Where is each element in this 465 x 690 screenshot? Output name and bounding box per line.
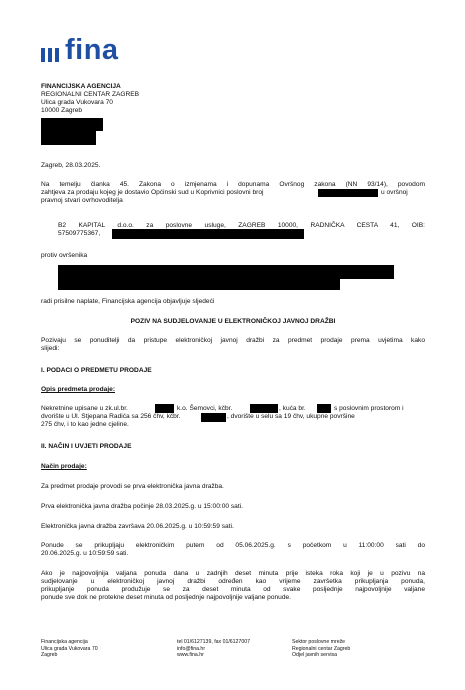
redaction-block [201,413,226,422]
property-line-2a: dvorište u Ul. Stjepana Radića sa 256 čhv, kčbr. [41,413,181,420]
footer-line: Zagreb [41,652,58,659]
auction-end: Elektronička javna dražba završava 20.06.2025.g. u 10:59:59 sati. [41,523,234,530]
redaction-block [58,279,340,290]
sale-method: Za predmet prodaje provodi se prva elektronička javna dražba. [41,483,224,490]
footer-phone: tel 01/6127139, fax 01/6127007 [177,639,250,645]
redaction-block [250,404,278,413]
property-line-2b: , dvorište u selu sa 19 čhv, ukupne površine [227,413,355,420]
redaction-block [41,118,103,131]
document-date: Zagreb, 28.03.2025. [41,162,101,169]
redaction-block [318,189,378,197]
redaction-block [155,404,174,413]
offers-line-2: 20.06.2025.g. u 10:59:59 sati. [41,550,129,557]
section-1-heading: I. PODACI O PREDMETU PRODAJE [41,367,152,374]
footer-line: Odjel javnih servisa [292,652,337,659]
property-line-1d: s poslovnim prostorom i [334,405,404,412]
property-line-1a: Nekretnine upisane u zk.ul.br. [41,405,128,412]
purpose-line: radi prisilne naplate, Financijska agencija objavljuje sljedeći [41,298,215,305]
sender-center: REGIONALNI CENTAR ZAGREB [41,91,140,98]
footer-website[interactable]: www.fina.hr [177,652,204,659]
intro-line-2-end: u ovršnoj [381,189,408,196]
property-line-1b: k.o. Šemovci, kčbr. [177,405,233,412]
footer-line: Sektor poslovne mreže [292,639,346,645]
footer-line: Regionalni centar Zagreb [292,645,351,652]
footer-department [292,639,350,659]
property-line-1c: , kuća br. [279,405,306,412]
logo-bars-icon [41,38,59,62]
extension-line-1: Ako je najpovoljnija valjana ponuda dana u zadnjih deset minuta prije isteka roka koji je u pozivu na [41,570,425,577]
footer-email[interactable]: info@fina.hr [177,645,206,652]
against-label: protiv ovršenika [41,252,88,259]
section-1-subheading: Opis predmeta prodaje: [41,386,116,393]
offers-line-1: Ponude se prikupljaju elektroničkim putem od 05.06.2025.g. s početkom u 11:00:00 sati do [41,542,425,549]
intro-line-1: Na temelju članka 45. Zakona o izmjenama i dopunama Ovršnog zakona (NN 93/14), povodom [41,181,425,188]
intro-line-2: zahtjeva za prodaju kojeg je dostavio Općinski sud u Koprivnici poslovni broj [41,189,264,196]
redaction-block [58,265,394,279]
notice-title: POZIV NA SUDJELOVANJE U ELEKTRONIČKOJ JAVNOJ DRAŽBI [130,318,336,325]
invite-line-2: slijedi: [41,345,60,352]
invite-line-1: Pozivaju se ponuditelji da pristupe elektroničkoj javnoj dražbi za predmet prodaje prema uvjetima kako [41,337,425,344]
footer-contact [177,639,250,659]
section-2-subheading: Način prodaje: [41,463,87,470]
footer-line: Ulica grada Vukovara 70 [41,645,98,652]
redaction-block [112,229,304,239]
fina-logo [41,34,119,66]
extension-line-2: sudjelovanje u elektroničkoj javnoj dražbi određen kao vrijeme završetka prikupljanja ponuda, [41,578,425,585]
footer-line: Financijska agencija [41,639,88,645]
redaction-block [317,404,331,413]
intro-line-3: pravnoj stvari ovrhovoditelja [41,197,123,204]
extension-line-3: prikupljanje ponuda produžuje se za deset minuta od svake posljednje najpovoljnije valjane [41,586,425,593]
sender-street: Ulica grada Vukovara 70 [41,99,113,106]
sender-name: FINANCIJSKA AGENCIJA [41,83,121,90]
property-line-3: 275 čhv, i to kao jedne cjeline. [41,421,129,428]
creditor-line-1: B2 KAPITAL d.o.o. za poslovne usluge, ZAGREB 10000, RADNIČKA CESTA 41, OIB: [58,222,425,229]
extension-line-4: ponude sve dok ne protekne deset minuta od posljednje najpovoljnije valjane ponude. [41,594,292,601]
creditor-line-2: 57509775367, [58,230,101,237]
logo-text: fina [65,34,119,66]
footer-address [41,639,98,659]
redaction-block [41,131,96,145]
section-2-heading: II. NAČIN I UVJETI PRODAJE [41,443,132,450]
sender-city: 10000 Zagreb [41,107,83,114]
auction-start: Prva elektronička javna dražba počinje 28.03.2025.g. u 15:00:00 sati. [41,503,243,510]
